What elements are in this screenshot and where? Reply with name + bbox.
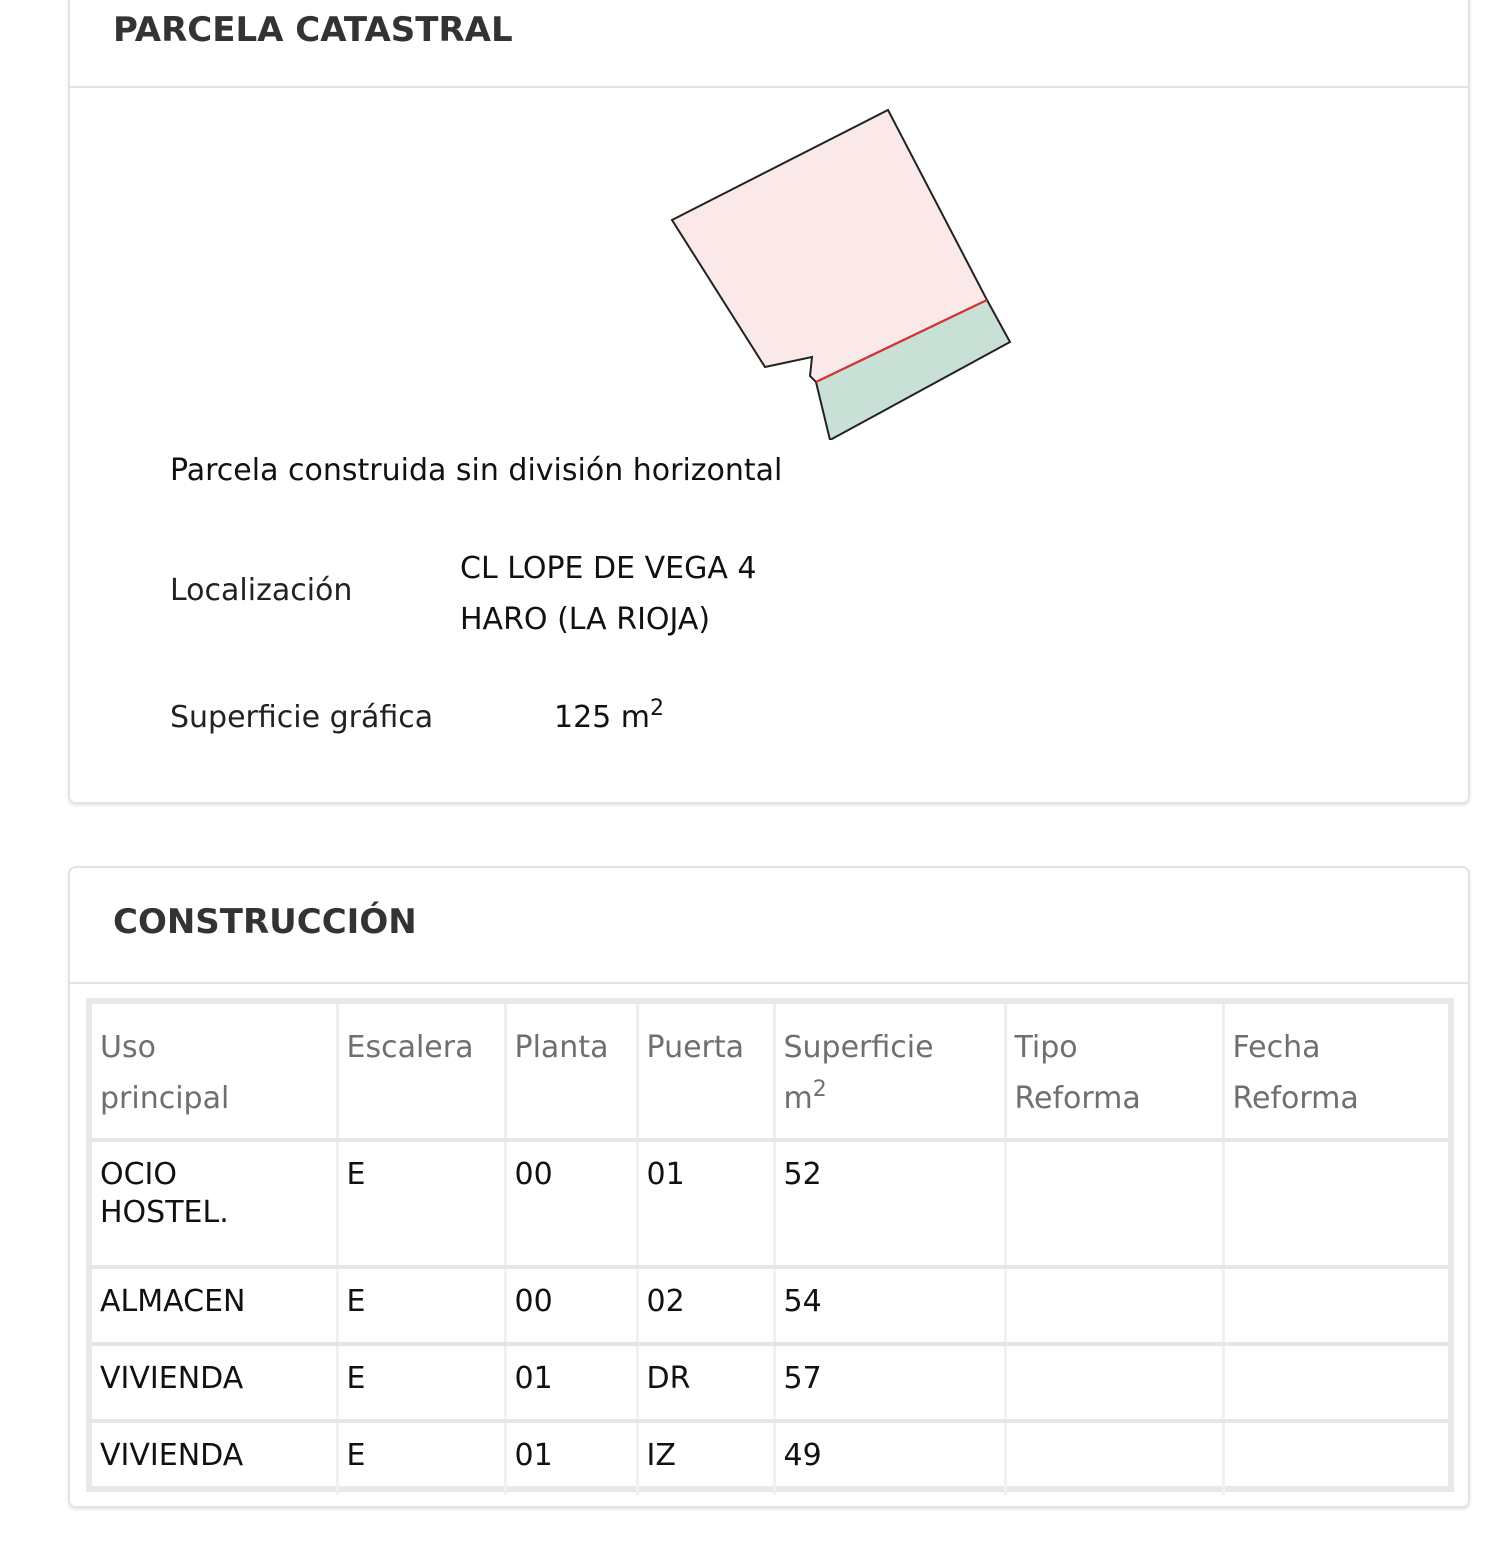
construccion-heading: CONSTRUCCIÓN xyxy=(70,868,1468,984)
table-row xyxy=(92,1344,1448,1421)
cell-uso: OCIO HOSTEL. xyxy=(92,1140,337,1267)
cell-planta: 00 xyxy=(505,1267,637,1344)
table-row xyxy=(92,1421,1448,1495)
cell-puerta: 01 xyxy=(637,1140,774,1267)
superficie-exponent: 2 xyxy=(650,696,665,721)
column-header-fecha-reforma: Fecha Reforma xyxy=(1223,1004,1448,1140)
address-line-1: CL LOPE DE VEGA 4 xyxy=(460,551,757,586)
table-row xyxy=(92,1267,1448,1344)
superficie-value xyxy=(554,696,665,735)
column-header-planta: Planta xyxy=(505,1004,637,1140)
table-row xyxy=(92,1140,1448,1267)
cell-superficie: 52 xyxy=(774,1140,1005,1267)
cell-planta: 01 xyxy=(505,1344,637,1421)
cell-superficie: 49 xyxy=(774,1421,1005,1495)
cell-puerta: 02 xyxy=(637,1267,774,1344)
localizacion-label: Localización xyxy=(170,573,353,608)
cell-superficie: 57 xyxy=(774,1344,1005,1421)
construccion-table-wrapper xyxy=(86,998,1454,1492)
address-line-2: HARO (LA RIOJA) xyxy=(460,602,711,637)
column-header-superficie: Superficie $m^2$ xyxy=(774,1004,1005,1140)
cell-puerta: IZ xyxy=(637,1421,774,1495)
superficie-label: Superficie gráfica xyxy=(170,700,434,735)
cell-fecha-reforma xyxy=(1223,1344,1448,1421)
cell-uso: VIVIENDA xyxy=(92,1344,337,1421)
parcela-description: Parcela construida sin división horizontal xyxy=(170,453,783,488)
cell-tipo-reforma xyxy=(1005,1267,1223,1344)
cell-puerta: DR xyxy=(637,1344,774,1421)
cell-tipo-reforma xyxy=(1005,1344,1223,1421)
cell-uso: VIVIENDA xyxy=(92,1421,337,1495)
cell-planta: 00 xyxy=(505,1140,637,1267)
construccion-panel xyxy=(68,866,1470,1508)
cell-uso: ALMACEN xyxy=(92,1267,337,1344)
cell-escalera: E xyxy=(337,1344,505,1421)
column-header-tipo-reforma: Tipo Reforma xyxy=(1005,1004,1223,1140)
parcel-map xyxy=(590,100,1030,440)
cell-fecha-reforma xyxy=(1223,1140,1448,1267)
column-header-uso: Uso principal xyxy=(92,1004,337,1140)
cell-escalera: E xyxy=(337,1421,505,1495)
construccion-table xyxy=(92,1004,1448,1495)
column-header-puerta: Puerta xyxy=(637,1004,774,1140)
cell-superficie: 54 xyxy=(774,1267,1005,1344)
cell-planta: 01 xyxy=(505,1421,637,1495)
parcela-panel xyxy=(68,0,1470,804)
cell-tipo-reforma xyxy=(1005,1140,1223,1267)
cell-escalera: E xyxy=(337,1267,505,1344)
cell-tipo-reforma xyxy=(1005,1421,1223,1495)
parcela-heading: PARCELA CATASTRAL xyxy=(70,0,1468,88)
column-header-escalera: Escalera xyxy=(337,1004,505,1140)
superficie-number: 125 m xyxy=(554,700,651,735)
cell-escalera: E xyxy=(337,1140,505,1267)
localizacion-value xyxy=(460,543,757,645)
cell-fecha-reforma xyxy=(1223,1267,1448,1344)
cell-fecha-reforma xyxy=(1223,1421,1448,1495)
table-header-row xyxy=(92,1004,1448,1140)
